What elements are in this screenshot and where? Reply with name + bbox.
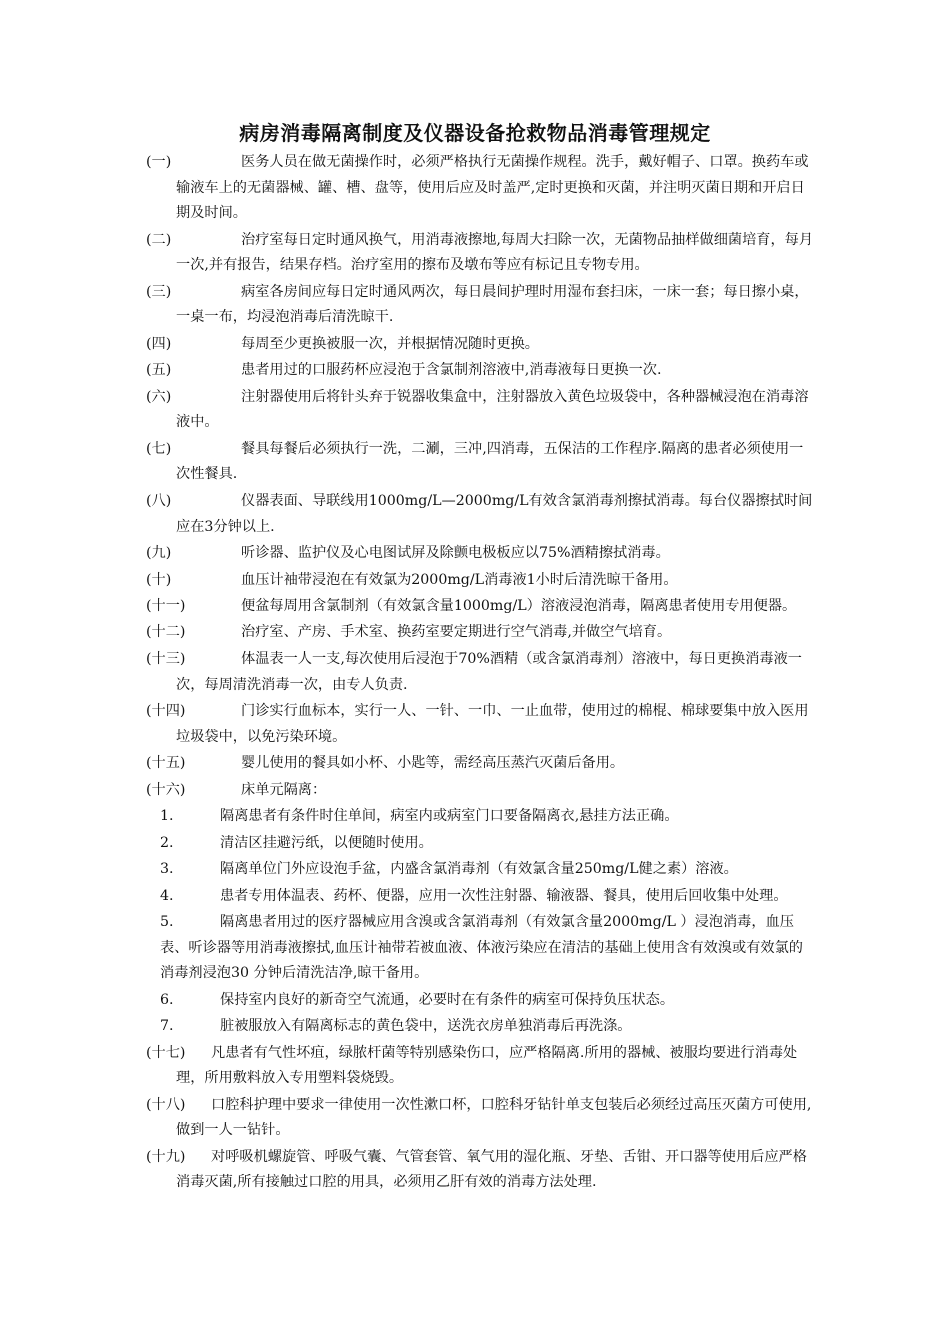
item-text: 血压计袖带浸泡在有效氯为2000mg/L消毒液1小时后清洗晾干备用。 xyxy=(241,571,678,588)
rules-list xyxy=(146,150,814,1196)
sub-list-item xyxy=(146,1014,814,1040)
item-number: (八) xyxy=(146,492,172,509)
sub-list-item xyxy=(146,831,814,857)
sub-item-number: 6. xyxy=(160,991,174,1008)
sub-item-text: 隔离患者用过的医疗器械应用含溴或含氯消毒剂（有效氯含量2000mg/L ）浸泡消毒，血压表、听诊器等用消毒液擦拭,血压计袖带若被血液、体液污染应在清洁的基础上使用含有效溴或有效氯的消毒剂浸泡30 分钟后清洗洁净,晾干备用。 xyxy=(160,914,803,982)
sub-item-number: 1. xyxy=(160,808,174,825)
item-text: 听诊器、监护仪及心电图试屏及除颤电极板应以75%酒精擦拭消毒。 xyxy=(241,545,670,562)
item-number: (五) xyxy=(146,362,172,379)
list-item xyxy=(146,751,814,777)
sub-item-text: 清洁区挂避污纸，以便随时使用。 xyxy=(220,834,433,851)
item-number: (七) xyxy=(146,440,172,457)
item-number: (十八) xyxy=(146,1096,186,1113)
sub-item-text: 隔离患者有条件时住单间，病室内或病室门口要备隔离衣,悬挂方法正确。 xyxy=(220,808,679,825)
item-text: 治疗室、产房、手术室、换药室要定期进行空气消毒,并做空气培育。 xyxy=(241,624,672,641)
list-item xyxy=(146,437,814,488)
item-text-content: 对呼吸机螺旋管、呼吸气囊、气管套管、氧气用的湿化瓶、牙垫、舌钳、开口器等使用后应严格消毒灭菌,所有接触过口腔的用具，必须用乙肝有效的消毒方法处理. xyxy=(176,1148,807,1191)
item-number: (三) xyxy=(146,283,172,300)
sub-item-number: 3. xyxy=(160,861,174,878)
item-number: (二) xyxy=(146,231,172,248)
list-item xyxy=(146,280,814,331)
item-number: (十四) xyxy=(146,703,186,720)
item-text: 患者用过的口服药杯应浸泡于含氯制剂溶液中,消毒液每日更换一次. xyxy=(241,362,662,379)
list-item xyxy=(146,778,814,804)
item-number: (四) xyxy=(146,335,172,352)
item-number: (六) xyxy=(146,388,172,405)
sub-list-item xyxy=(146,910,814,987)
item-text xyxy=(146,1041,814,1092)
list-item xyxy=(146,568,814,594)
list-item xyxy=(146,1145,814,1196)
item-text-content: 凡患者有气性坏疽，绿脓杆菌等特别感染伤口，应严格隔离.所用的器械、被服均要进行消毒处理，所用敷料放入专用塑料袋烧毁。 xyxy=(176,1044,798,1087)
list-item xyxy=(146,699,814,750)
sub-list-item xyxy=(146,988,814,1014)
sub-item-number: 7. xyxy=(160,1018,174,1035)
item-number: (十一) xyxy=(146,598,186,614)
item-text: 餐具每餐后必须执行一洗，二涮，三冲,四消毒，五保洁的工作程序.隔离的患者必须使用一次性餐具. xyxy=(176,440,804,483)
item-text xyxy=(146,1145,814,1196)
item-text: 床单元隔离： xyxy=(241,781,327,798)
item-number: (十三) xyxy=(146,650,186,667)
item-number: (十) xyxy=(146,571,172,588)
item-text: 每周至少更换被服一次，并根据情况随时更换。 xyxy=(241,335,539,352)
item-number: (十二) xyxy=(146,624,186,641)
sub-item-number: 5. xyxy=(160,914,174,931)
list-item xyxy=(146,332,814,358)
sub-list-item xyxy=(146,804,814,830)
page-title: 病房消毒隔离制度及仪器设备抢救物品消毒管理规定 xyxy=(239,121,711,145)
sub-item-number: 2. xyxy=(160,834,174,851)
item-number: (九) xyxy=(146,545,172,562)
sub-item-number: 4. xyxy=(160,887,174,904)
item-text: 仪器表面、导联线用1000mg/L—2000mg/L有效含氯消毒剂擦拭消毒。每台仪器擦拭时间应在3分钟以上. xyxy=(176,492,813,535)
list-item xyxy=(146,228,814,279)
item-number: (一) xyxy=(146,154,172,170)
item-number: (十六) xyxy=(146,781,186,798)
item-text: 体温表一人一支,每次使用后浸泡于70%酒精（或含氯消毒剂）溶液中，每日更换消毒液一次，每周清洗消毒一次，由专人负责. xyxy=(176,650,802,693)
list-item xyxy=(146,150,814,227)
item-text: 婴儿使用的餐具如小杯、小匙等，需经高压蒸汽灭菌后备用。 xyxy=(241,755,625,772)
sub-item-text: 保持室内良好的新奇空气流通，必要时在有条件的病室可保持负压状态。 xyxy=(220,991,675,1008)
item-text: 门诊实行血标本，实行一人、一针、一巾、一止血带，使用过的棉棍、棉球要集中放入医用垃圾袋中，以免污染环境。 xyxy=(176,703,809,745)
item-text-content: 口腔科护理中要求一律使用一次性漱口杯，口腔科牙钻针单支包装后必须经过高压灭菌方可使用,做到一人一钻针。 xyxy=(176,1096,812,1139)
item-text: 便盆每周用含氯制剂（有效氯含量1000mg/L）溶液浸泡消毒，隔离患者使用专用便器。 xyxy=(241,598,797,614)
list-item xyxy=(146,358,814,384)
list-item xyxy=(146,385,814,436)
item-text: 注射器使用后将针头弃于锐器收集盒中，注射器放入黄色垃圾袋中，各种器械浸泡在消毒溶液中。 xyxy=(176,388,809,431)
list-item xyxy=(146,620,814,646)
sub-list-item xyxy=(146,884,814,910)
item-number: (十七) xyxy=(146,1044,186,1061)
list-item xyxy=(146,647,814,698)
list-item xyxy=(146,594,814,620)
sub-list-item xyxy=(146,857,814,883)
sub-item-text: 患者专用体温表、药杯、便器，应用一次性注射器、输液器、餐具，使用后回收集中处理。 xyxy=(220,887,788,904)
item-text: 治疗室每日定时通风换气，用消毒液擦地,每周大扫除一次，无菌物品抽样做细菌培育，每月一次,并有报告，结果存档。治疗室用的擦布及墩布等应有标记且专物专用。 xyxy=(176,231,814,274)
list-item xyxy=(146,489,814,540)
item-number: (十九) xyxy=(146,1148,186,1165)
list-item xyxy=(146,541,814,567)
item-text xyxy=(146,1093,814,1144)
item-text: 病室各房间应每日定时通风两次，每日晨间护理时用湿布套扫床，一床一套；每日擦小桌，一桌一布，均浸泡消毒后清洗晾干. xyxy=(176,283,809,326)
list-item xyxy=(146,1093,814,1144)
sub-item-text: 脏被服放入有隔离标志的黄色袋中，送洗衣房单独消毒后再洗涤。 xyxy=(220,1018,632,1035)
sub-item-text: 隔离单位门外应设泡手盆，内盛含氯消毒剂（有效氯含量250mg/L健之素）溶液。 xyxy=(220,861,738,878)
item-number: (十五) xyxy=(146,755,186,772)
item-text: 医务人员在做无菌操作时，必须严格执行无菌操作规程。洗手，戴好帽子、口罩。换药车或输液车上的无菌器械、罐、槽、盘等，使用后应及时盖严,定时更换和灭菌，并注明灭菌日期和开启日期及时间。 xyxy=(176,154,809,222)
list-item xyxy=(146,1041,814,1092)
